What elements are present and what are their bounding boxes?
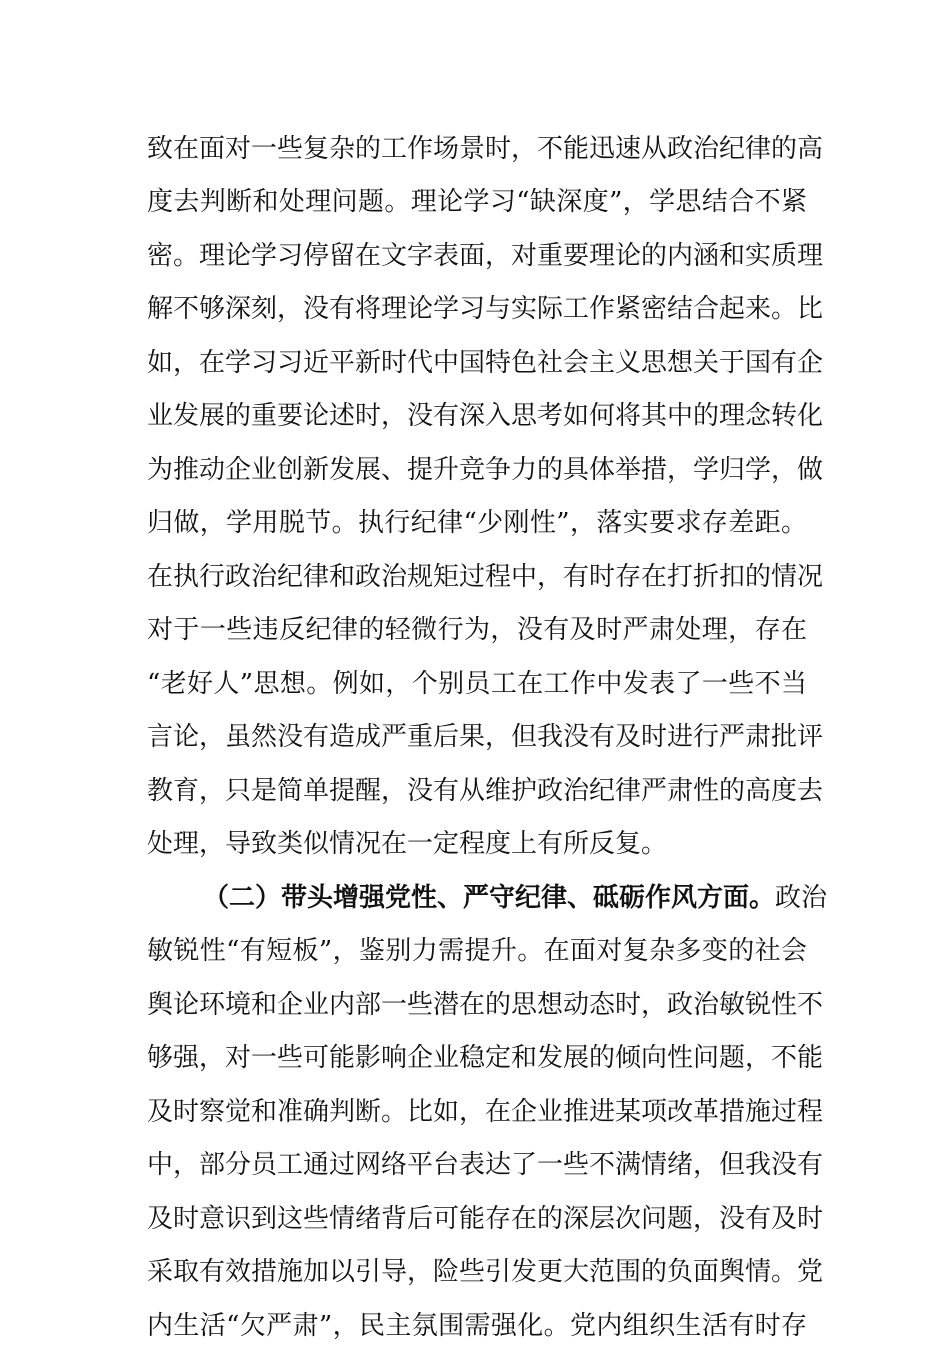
section-heading-line [203,878,828,918]
body-text-line: 密。理论学习停留在文字表面，对重要理论的内涵和实质理 [147,241,824,271]
section-heading: （二）带头增强党性、严守纪律、砥砺作风方面。 [203,883,776,913]
body-text-line: 及时察觉和准确判断。比如，在企业推进某项改革措施过程 [147,1097,824,1127]
body-text-line: 内生活“欠严肃”，民主氛围需强化。党内组织生活有时存 [147,1311,807,1341]
body-text-line: 为推动企业创新发展、提升竞争力的具体举措，学归学，做 [147,455,824,485]
body-text-line: 中，部分员工通过网络平台表达了一些不满情绪，但我没有 [147,1150,824,1180]
body-text-line: 如，在学习习近平新时代中国特色社会主义思想关于国有企 [147,348,824,378]
body-text-line: 够强，对一些可能影响企业稳定和发展的倾向性问题，不能 [147,1043,824,1073]
body-text-line: 及时意识到这些情绪背后可能存在的深层次问题，没有及时 [147,1204,824,1234]
body-text-line: 致在面对一些复杂的工作场景时，不能迅速从政治纪律的高 [147,134,824,164]
body-text-line: 归做，学用脱节。执行纪律“少刚性”，落实要求存差距。 [147,508,807,538]
body-text-line: 解不够深刻，没有将理论学习与实际工作紧密结合起来。比 [147,294,824,324]
body-text-line: 在执行政治纪律和政治规矩过程中，有时存在打折扣的情况 [147,562,824,592]
body-text-line: 采取有效措施加以引导，险些引发更大范围的负面舆情。党 [147,1257,824,1287]
section-heading-continuation: 政治 [775,883,828,913]
body-text-line: 度去判断和处理问题。理论学习“缺深度”，学思结合不紧 [147,187,807,217]
body-text-line: “老好人”思想。例如，个别员工在工作中发表了一些不当 [147,669,807,699]
body-text-line: 对于一些违反纪律的轻微行为，没有及时严肃处理，存在 [147,615,807,645]
body-text-line: 教育，只是简单提醒，没有从维护政治纪律严肃性的高度去 [147,776,824,806]
body-text-line: 舆论环境和企业内部一些潜在的思想动态时，政治敏锐性不 [147,990,824,1020]
body-text-line: 言论，虽然没有造成严重后果，但我没有及时进行严肃批评 [147,722,824,752]
body-text-line: 业发展的重要论述时，没有深入思考如何将其中的理念转化 [147,401,824,431]
body-text-line: 敏锐性“有短板”，鉴别力需提升。在面对复杂多变的社会 [147,936,807,966]
body-text-line: 处理，导致类似情况在一定程度上有所反复。 [147,829,668,859]
